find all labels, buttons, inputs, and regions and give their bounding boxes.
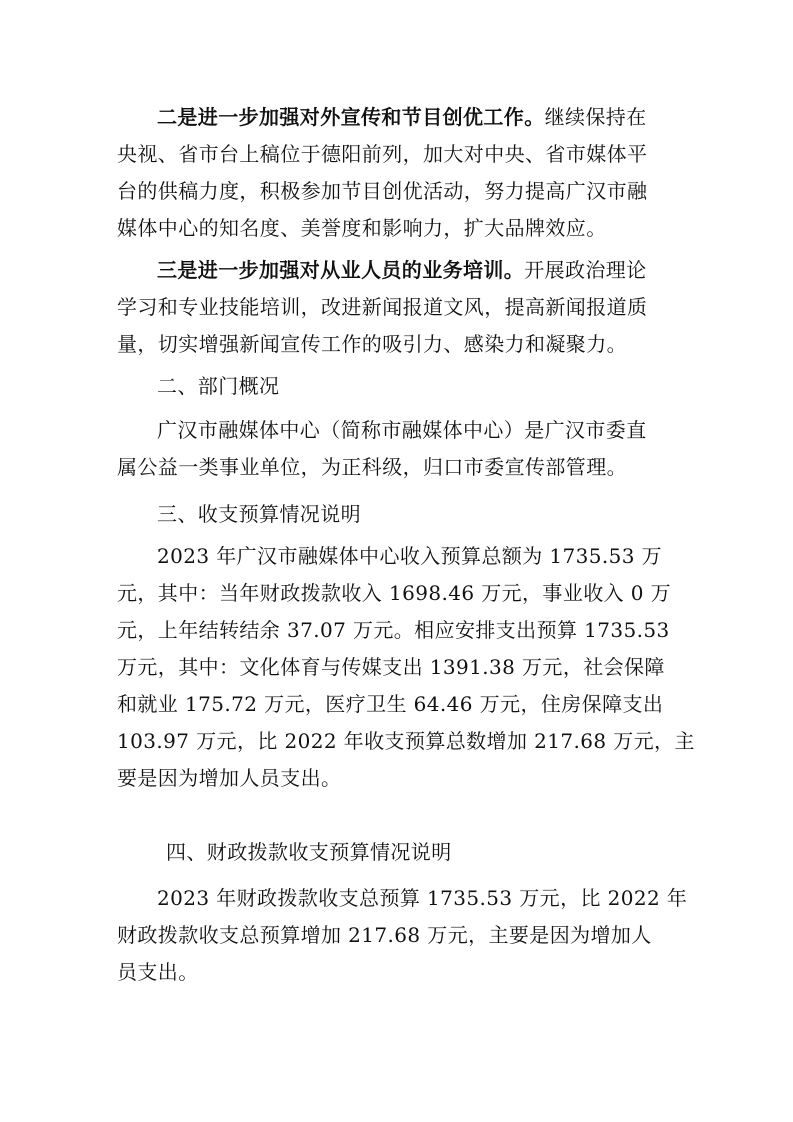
paragraph-external-publicity-line-1: [157, 103, 717, 131]
paragraph-fiscal-line-2: 财政拨款收支总预算增加 217.68 万元，主要是因为增加人: [117, 923, 652, 947]
paragraph-budget-line-1: 2023 年广汉市融媒体中心收入预算总额为 1735.53 万: [157, 544, 663, 568]
paragraph-staff-training-line-3: 量，切实增强新闻宣传工作的吸引力、感染力和凝聚力。: [117, 332, 627, 356]
section-heading-fiscal-appropriation: 四、财政拨款收支预算情况说明: [166, 840, 452, 864]
paragraph-budget-line-7: 要是因为增加人员支出。: [117, 766, 342, 790]
paragraph-staff-training-line-2: 学习和专业技能培训，改进新闻报道文风，提高新闻报道质: [117, 295, 648, 319]
paragraph-text: 继续保持在: [544, 105, 647, 129]
paragraph-budget-line-4: 万元，其中：文化体育与传媒支出 1391.38 万元，社会保障: [117, 655, 665, 679]
paragraph-external-publicity-line-3: 台的供稿力度，积极参加节目创优活动，努力提高广汉市融: [117, 179, 648, 203]
paragraph-external-publicity-line-4: 媒体中心的知名度、美誉度和影响力，扩大品牌效应。: [117, 216, 607, 240]
paragraph-lead-bold: 三是进一步加强对从业人员的业务培训。: [157, 258, 525, 282]
paragraph-budget-line-5: 和就业 175.72 万元，医疗卫生 64.46 万元，住房保障支出: [117, 692, 664, 716]
paragraph-fiscal-line-3: 员支出。: [117, 960, 199, 984]
section-heading-department-overview: 二、部门概况: [157, 374, 280, 398]
section-heading-budget-overview: 三、收支预算情况说明: [157, 502, 361, 526]
paragraph-external-publicity-line-2: 央视、省市台上稿位于德阳前列，加大对中央、省市媒体平: [117, 142, 648, 166]
paragraph-budget-line-3: 元，上年结转结余 37.07 万元。相应安排支出预算 1735.53: [117, 618, 670, 642]
paragraph-fiscal-line-1: 2023 年财政拨款收支总预算 1735.53 万元，比 2022 年: [157, 886, 688, 910]
paragraph-budget-line-6: 103.97 万元，比 2022 年收支预算总数增加 217.68 万元，主: [117, 729, 695, 753]
paragraph-department-line-1: 广汉市融媒体中心（简称市融媒体中心）是广汉市委直: [157, 418, 647, 442]
paragraph-lead-bold: 二是进一步加强对外宣传和节目创优工作。: [157, 105, 545, 129]
paragraph-text: 开展政治理论: [524, 258, 647, 282]
paragraph-department-line-2: 属公益一类事业单位，为正科级，归口市委宣传部管理。: [117, 455, 627, 479]
paragraph-budget-line-2: 元，其中：当年财政拨款收入 1698.46 万元，事业收入 0 万: [117, 581, 672, 605]
paragraph-staff-training-line-1: [157, 256, 717, 284]
